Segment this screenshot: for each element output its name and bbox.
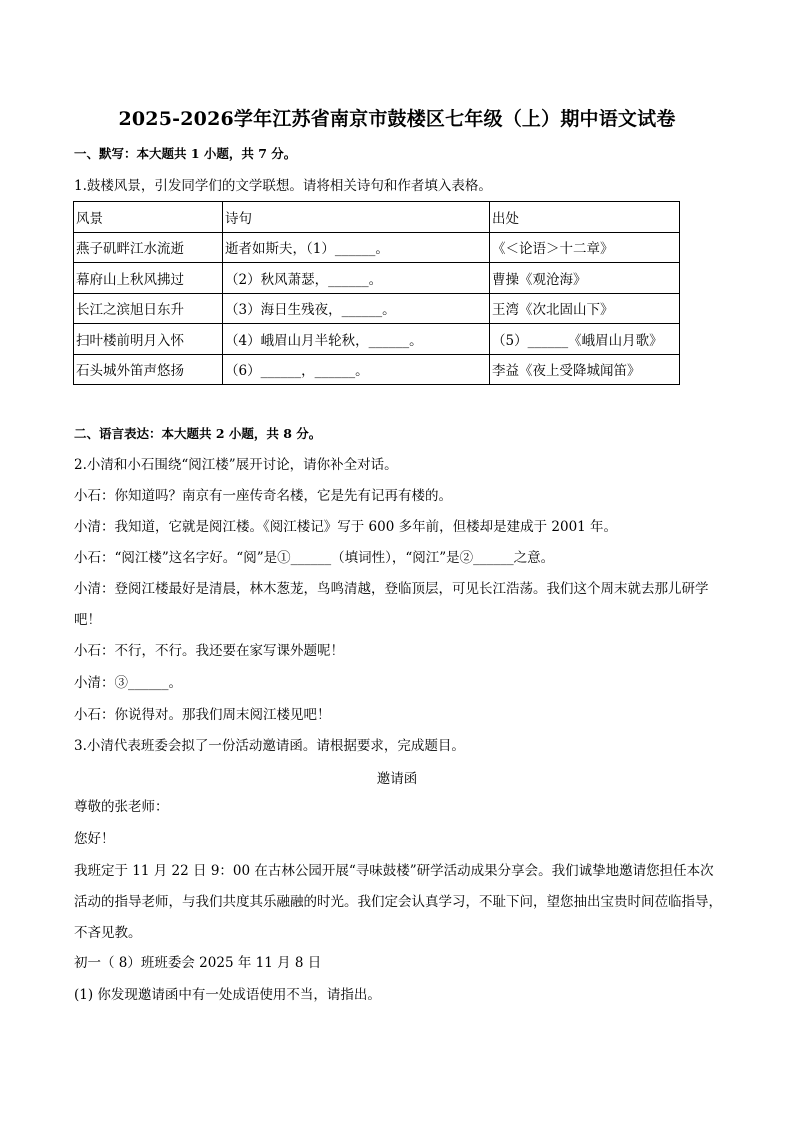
letter-body: 我班定于 11 月 22 日 9：00 在古林公园开展“寻味鼓楼”研学活动成果分享会。我们诚挚地邀请您担任本次活动的指导老师，与我们共度其乐融融的时光。我们定会认真学习，不耻下问，望您抽出宝贵时间莅临指导，不吝见教。 [74, 863, 722, 941]
letter-signature: 初一（ 8）班班委会 2025 年 11 月 8 日 [74, 955, 322, 971]
section1-heading: 一、默写：本大题共 1 小题，共 7 分。 [74, 146, 297, 161]
question-1: 1.鼓楼风景，引发同学们的文学联想。请将相关诗句和作者填入表格。 [74, 178, 492, 194]
letter-greeting: 您好！ [74, 831, 115, 847]
section2-heading: 二、语言表达：本大题共 2 小题，共 8 分。 [74, 426, 322, 441]
dialogue-line: 小石：你知道吗？南京有一座传奇名楼，它是先有记再有楼的。 [74, 488, 452, 504]
table-header-cell: 出处 [490, 202, 680, 233]
table-cell: 幕府山上秋风拂过 [74, 263, 223, 294]
letter-title: 邀请函 [376, 771, 418, 787]
table-cell: （6）______，______。 [223, 354, 490, 385]
table-row [74, 293, 680, 324]
poem-table [73, 201, 680, 385]
table-cell: （4）峨眉山月半轮秋，______。 [223, 324, 490, 355]
table-header-cell: 诗句 [223, 202, 490, 233]
dialogue-line: 小石：你说得对。那我们周末阅江楼见吧！ [74, 707, 331, 723]
table-cell: 逝者如斯夫，（1）______。 [223, 232, 490, 263]
table-header-row [74, 202, 680, 233]
dialogue-line: 小石：“阅江楼”这名字好。“阅”是①______（填词性），“阅江”是②______之意。 [74, 550, 555, 566]
table-row [74, 232, 680, 263]
table-header-cell: 风景 [74, 202, 223, 233]
table-cell: 扫叶楼前明月入怀 [74, 324, 223, 355]
dialogue-line: 小石：不行，不行。我还要在家写课外题呢！ [74, 643, 344, 659]
table-cell: 曹操《观沧海》 [490, 263, 680, 294]
dialogue-line: 小清：登阅江楼最好是清晨，林木葱茏，鸟鸣清越，登临顶层，可见长江浩荡。我们这个周末就去那儿研学吧！ [74, 581, 709, 628]
table-cell: （5）______《峨眉山月歌》 [490, 324, 680, 355]
table-cell: 李益《夜上受降城闻笛》 [490, 354, 680, 385]
question-3: 3.小清代表班委会拟了一份活动邀请函。请根据要求，完成题目。 [74, 738, 465, 754]
table-cell: 《＜论语＞十二章》 [490, 232, 680, 263]
table-cell: 王湾《次北固山下》 [490, 293, 680, 324]
dialogue-line: 小清：③______。 [74, 675, 182, 691]
table-row [74, 354, 680, 385]
table-cell: 石头城外笛声悠扬 [74, 354, 223, 385]
table-cell: 长江之滨旭日东升 [74, 293, 223, 324]
table-cell: （2）秋风萧瑟，______。 [223, 263, 490, 294]
dialogue-line: 小清：我知道，它就是阅江楼。《阅江楼记》写于 600 多年前，但楼却是建成于 2001 年。 [74, 519, 618, 535]
table-cell: （3）海日生残夜，______。 [223, 293, 490, 324]
table-cell: 燕子矶畔江水流逝 [74, 232, 223, 263]
table-row [74, 324, 680, 355]
table-row [74, 263, 680, 294]
question-2: 2.小清和小石围绕“阅江楼”展开讨论，请你补全对话。 [74, 457, 398, 473]
letter-salutation: 尊敬的张老师： [74, 799, 169, 815]
exam-title: 2025-2026学年江苏省南京市鼓楼区七年级（上）期中语文试卷 [118, 108, 676, 130]
sub-question-1: (1) 你发现邀请函中有一处成语使用不当，请指出。 [74, 987, 381, 1003]
